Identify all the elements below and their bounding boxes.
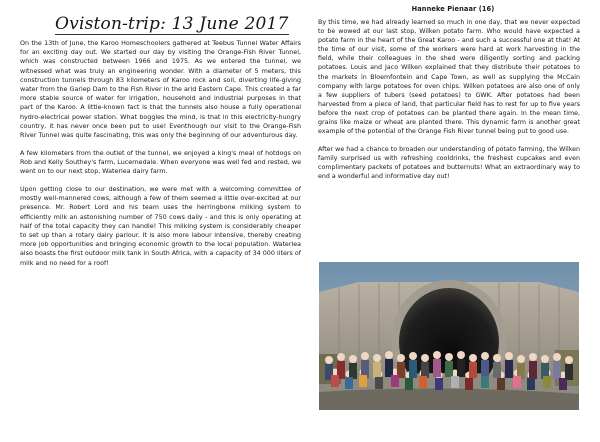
paragraph-lunch: A few kilometers from the outlet of the tunnel, we enjoyed a king's meal of hotdogs on Rob and Kelly Southey's farm, Lucernedale. When everyone was well fed and rested, we went on to our next stop, Waterlea dairy farm. — [20, 149, 301, 176]
paragraph-closing: After we had a chance to broaden our understanding of potato farming, the Wilken family surprised us with refreshing cooldrinks, the freshest cupcakes and even complimentary packets of potatoes and butternuts! What an extraordinary way to end a wonderful and informative day out! — [318, 145, 580, 181]
group-photo — [319, 262, 579, 410]
article-title: Oviston-trip: 13 June 2017 — [55, 14, 289, 34]
paragraph-tunnel: On the 13th of June, the Karoo Homeschoolers gathered at Teebus Tunnel Water Affairs for an exciting day out. We started our day by visiting the Orange-Fish River Tunnel, which was constructed between 1966 and 1975. As we entered the tunnel, we witnessed what was truly an engineering wonder. With a diameter of 5 meters, this construction tunnels through 83 kilometers of Karoo rock and soil, diverting life-giving water from the Gariep Dam to the Fish River in the arid Eastern Cape. This created a far more stable source of water for irrigation, household and industrial purposes in that part of the Karoo. A little-known fact is that the tunnels also house a fully operational hydro-electrical power station. What boggles the mind, is that in this electricity-hungry country, it has never once been put to use! Eventhough our visit to the Orange-Fish River Tunnel was quite fascinating, this was only the beginning of our adventurous day. — [20, 40, 301, 140]
author-header: Hanneke Pienaar (16) — [411, 5, 495, 13]
paragraph-dairy: Upon getting close to our destination, we were met with a welcoming committee of mostly well-mannered cows, although a few of them seemed a little over-excited at our presence. Mr. Robert Lord and his team uses the herringbone milking system to efficiently milk an astonishing number of 750 cows daily - and this is only operating at half of the total capacity they can handle! This milking system is considerably cheaper to set up than a rotary dairy parlour. It is also more labour intensive, thereby creating more job opportunities and bringing economic growth to the local population. Waterlea also boasts the first outdoor milk tank in South Africa, with a capacity of 34 000 liters of milk and no need for a roof! — [20, 186, 301, 267]
left-column — [20, 0, 301, 424]
group-photo-image — [319, 262, 579, 410]
paragraph-potato-farm: By this time, we had already learned so much in one day, that we never expected to be wowed at our last stop, Wilken potato farm. Who would have expected a potato farm in the heart of the Great Karoo - and such a successful one at that! At the time of our visit, some of the workers were hard at work harvesting in the field, while their colleagues in the shed were diligently sorting and packing potatoes. Louis and Jaco Wilken explained that they distribute their potatoes to the markets in Bloemfontein and Cape Town, as well as supplying the McCain company with large potatoes for oven chips. Wilken potatoes are also one of only a few suppliers of tubers (seed potatoes) to GWK. After potatoes had been harvested from a piece of land, that particular field has to rest for up to five years before the next crop of potatoes can be planted there again. In the mean time, grains like maize or wheat are planted there. This dynamic farm is another great example of the potential of the Orange Fish River tunnel being put to good use. — [318, 19, 580, 136]
